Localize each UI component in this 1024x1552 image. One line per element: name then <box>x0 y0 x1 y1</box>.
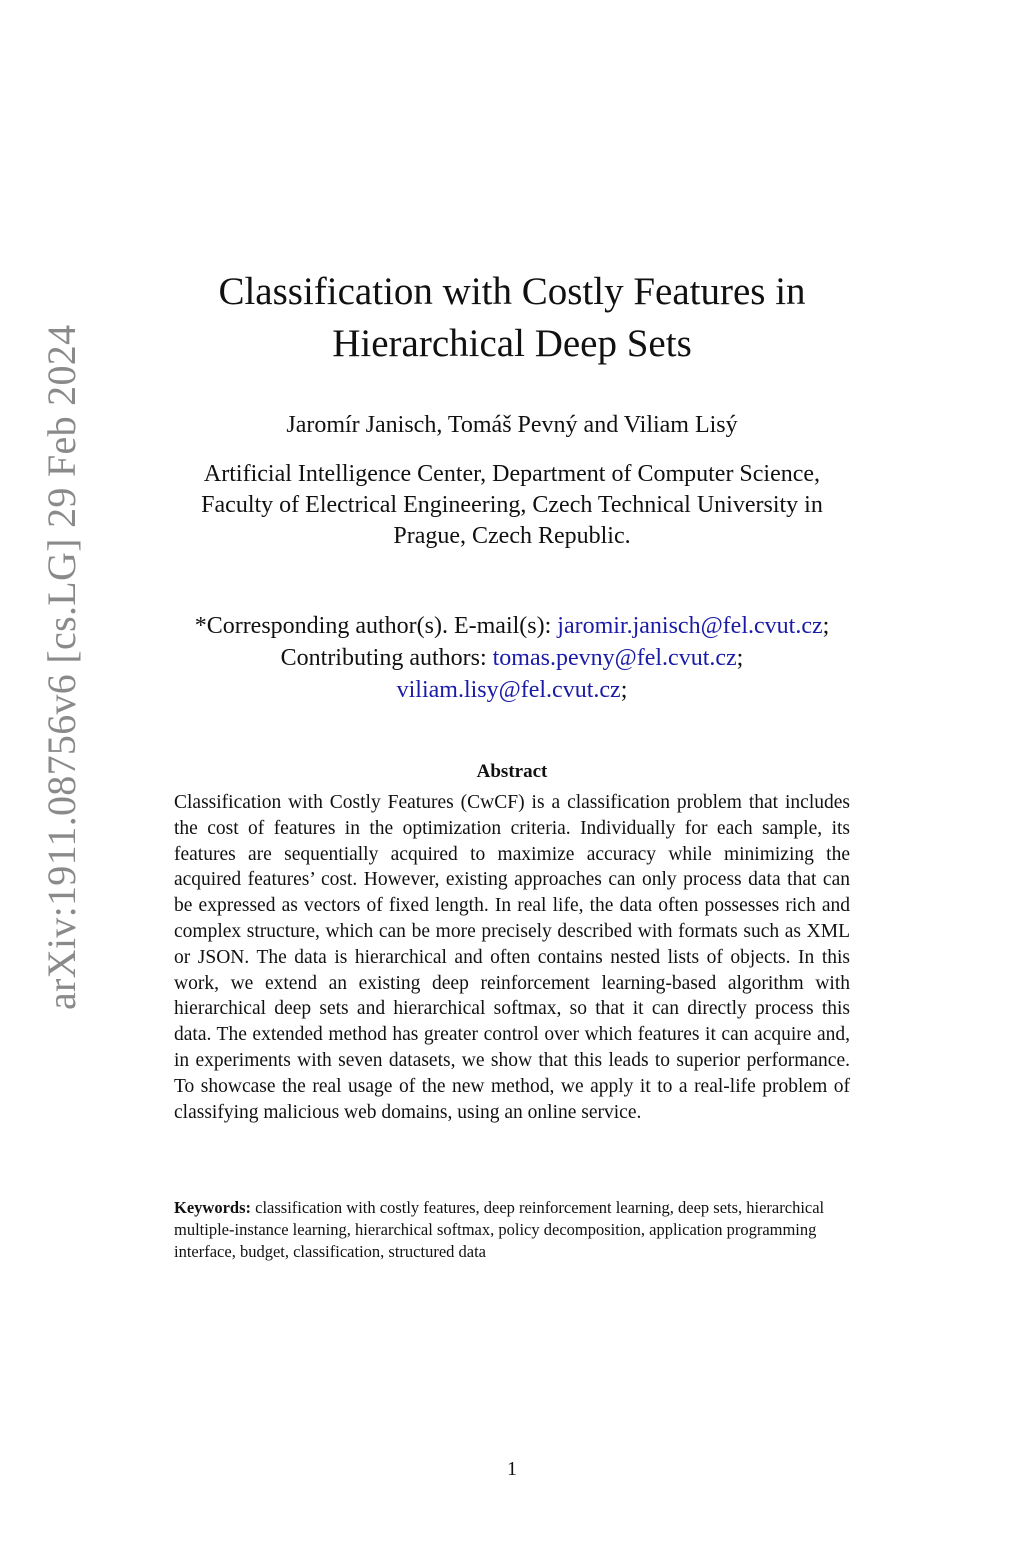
keywords-text: classification with costly features, deep reinforcement learning, deep sets, hierarchical multiple-instance learning, hierarchical softmax, policy decomposition, application programming interface, budget, classification, structured data <box>174 1198 825 1261</box>
affiliation <box>140 459 884 552</box>
separator: ; <box>822 613 830 639</box>
corresponding-prefix: *Corresponding author(s). E-mail(s): <box>194 613 558 639</box>
arxiv-identifier-stamp: arXiv:1911.08756v6 [cs.LG] 29 Feb 2024 <box>39 324 84 1010</box>
corresponding-author-line <box>130 610 894 642</box>
contributing-prefix: Contributing authors: <box>280 645 493 671</box>
abstract-heading: Abstract <box>476 761 548 782</box>
separator: ; <box>736 645 744 671</box>
contributing-email-link-2[interactable]: viliam.lisy@fel.cvut.cz <box>396 677 621 703</box>
contributing-authors-line <box>130 642 894 674</box>
keywords-label: Keywords: <box>174 1198 251 1217</box>
affiliation-line-3: Prague, Czech Republic. <box>393 523 631 549</box>
affiliation-line-1: Artificial Intelligence Center, Department of Computer Science, <box>203 461 821 487</box>
corresponding-email-link[interactable]: jaromir.janisch@fel.cvut.cz <box>557 613 823 639</box>
paper-title <box>150 266 874 370</box>
separator: ; <box>620 677 628 703</box>
page-number: 1 <box>507 1458 517 1480</box>
contributing-authors-line-2 <box>130 674 894 706</box>
abstract-text: Classification with Costly Features (CwCF) is a classification problem that includes the cost of features in the optimization criteria. Individually for each sample, its features are sequentially acquired to maximize accuracy while minimizing the acquired features’ cost. However, existing approaches can only process data that can be expressed as vectors of fixed length. In real life, the data often possesses rich and complex structure, which can be more precisely described with formats such as XML or JSON. The data is hierarchical and often contains nested lists of objects. In this work, we extend an existing deep reinforcement learning-based algorithm with hierarchical deep sets and hierarchical softmax, so that it can directly process this data. The extended method has greater control over which features it can acquire and, in experiments with seven datasets, we show that this leads to superior performance. To showcase the real usage of the new method, we apply it to a real-life problem of classifying malicious web domains, using an online service. <box>174 792 850 1123</box>
keywords-block <box>174 1197 850 1263</box>
contributing-email-link-1[interactable]: tomas.pevny@fel.cvut.cz <box>492 645 737 671</box>
affiliation-line-2: Faculty of Electrical Engineering, Czech Technical University in <box>201 492 823 518</box>
title-line-1: Classification with Costly Features in <box>218 270 806 313</box>
title-line-2: Hierarchical Deep Sets <box>332 322 692 365</box>
contact-block <box>130 610 894 706</box>
author-list: Jaromír Janisch, Tomáš Pevný and Viliam Lisý <box>286 412 738 438</box>
